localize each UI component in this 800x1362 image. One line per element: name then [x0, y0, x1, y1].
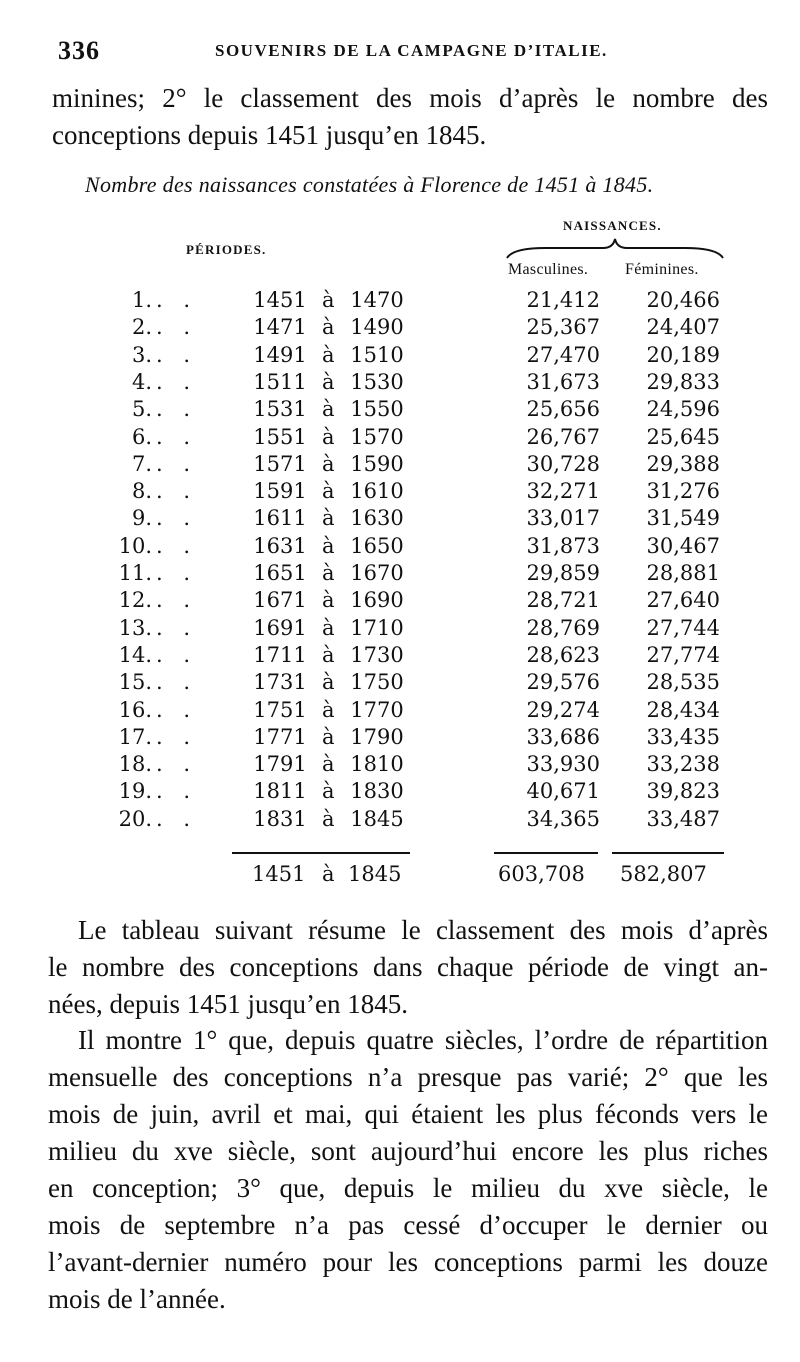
period-start-year: 1631: [253, 533, 307, 558]
period-end-year: 1730: [350, 642, 404, 667]
male-births: 28,721: [526, 588, 600, 613]
leader-dots: . .: [156, 451, 198, 476]
leader-dots: . .: [156, 315, 198, 340]
leader-dots: . .: [156, 479, 198, 504]
period-index: 8.: [131, 479, 152, 504]
table-row: [0, 698, 800, 725]
period-start-year: 1471: [253, 315, 307, 340]
period-index: 9.: [131, 506, 152, 531]
period-end-year: 1630: [350, 506, 404, 531]
period-end-year: 1530: [350, 369, 404, 394]
male-births: 25,367: [526, 315, 600, 340]
period-start-year: 1491: [253, 342, 307, 367]
leader-dots: . .: [156, 533, 198, 558]
period-index: 20.: [118, 806, 152, 831]
col-female-header: Féminines.: [625, 261, 699, 278]
period-index: 3.: [131, 342, 152, 367]
range-word: à: [322, 670, 335, 695]
range-word: à: [322, 424, 335, 449]
table-row: [0, 370, 800, 397]
page-header: [58, 36, 760, 68]
female-births: 33,487: [646, 806, 720, 831]
table-row: [0, 288, 800, 315]
female-births: 20,466: [646, 288, 720, 312]
female-births: 24,596: [646, 397, 720, 422]
range-word: à: [322, 588, 335, 613]
period-end-year: 1590: [350, 451, 404, 476]
female-births: 28,881: [646, 561, 720, 585]
table-row: [0, 752, 800, 779]
table-caption: Nombre des naissances constatées à Florence de 1451 à 1845.: [85, 172, 654, 197]
total-rule-male: [494, 852, 598, 854]
text-line-content: Le tableau suivant résume le classement des mois d’après: [78, 915, 768, 945]
leader-dots: . .: [156, 342, 198, 367]
range-word: à: [322, 697, 335, 722]
female-births: 20,189: [646, 342, 720, 367]
male-births: 30,728: [526, 451, 600, 476]
period-index: 16.: [118, 697, 152, 722]
table-row: [0, 452, 800, 479]
period-index: 15.: [118, 670, 152, 695]
period-end-year: 1570: [350, 424, 404, 449]
period-end-year: 1770: [350, 697, 404, 722]
period-end-year: 1750: [350, 670, 404, 695]
period-start-year: 1651: [253, 561, 307, 585]
table-row: [0, 725, 800, 752]
total-from: 1451: [252, 862, 306, 886]
table-row: [0, 779, 800, 806]
female-births: 27,640: [646, 588, 720, 613]
range-word: à: [322, 561, 335, 585]
female-births: 28,434: [646, 697, 720, 722]
period-start-year: 1571: [253, 451, 307, 476]
male-births: 33,686: [526, 724, 600, 749]
male-births: 28,623: [526, 642, 600, 667]
period-end-year: 1670: [350, 561, 404, 585]
text-line: en conception; 3° que, depuis le milieu du xve siècle, le: [48, 1173, 768, 1203]
text-line: [48, 1022, 768, 1059]
leader-dots: . .: [156, 424, 198, 449]
intro-paragraph: [52, 80, 768, 154]
period-start-year: 1831: [253, 806, 307, 831]
male-births: 26,767: [526, 424, 600, 449]
range-word: à: [322, 615, 335, 640]
summary-paragraph: [48, 912, 768, 1023]
running-title: SOUVENIRS DE LA CAMPAGNE D’ITALIE.: [215, 41, 608, 60]
table-row: [0, 807, 800, 834]
range-word: à: [322, 642, 335, 667]
period-start-year: 1531: [253, 397, 307, 422]
range-word: à: [322, 315, 335, 340]
female-births: 39,823: [646, 779, 720, 804]
period-start-year: 1771: [253, 724, 307, 749]
totals-row: [0, 862, 800, 892]
period-start-year: 1551: [253, 424, 307, 449]
female-births: 28,535: [646, 670, 720, 695]
male-births: 40,671: [526, 779, 600, 804]
female-births: 31,549: [646, 506, 720, 531]
leader-dots: . .: [156, 670, 198, 695]
text-line: mensuelle des conceptions n’a presque pas varié; 2° que les: [48, 1062, 768, 1092]
period-index: 10.: [118, 533, 152, 558]
male-births: 33,017: [526, 506, 600, 531]
text-line: nées, depuis 1451 jusqu’en 1845.: [48, 989, 408, 1019]
leader-dots: . .: [156, 615, 198, 640]
female-births: 29,833: [646, 369, 720, 394]
text-line: conceptions depuis 1451 jusqu’en 1845.: [52, 120, 487, 150]
male-births: 31,673: [526, 369, 600, 394]
text-line: mois de l’année.: [48, 1284, 226, 1314]
period-start-year: 1751: [253, 697, 307, 722]
table-row: [0, 479, 800, 506]
female-births: 24,407: [646, 315, 720, 340]
period-start-year: 1671: [253, 588, 307, 613]
range-word: à: [322, 342, 335, 367]
period-index: 11.: [118, 561, 152, 585]
period-start-year: 1811: [253, 779, 307, 804]
leader-dots: . .: [156, 779, 198, 804]
female-births: 25,645: [646, 424, 720, 449]
period-index: 6.: [131, 424, 152, 449]
period-index: 12.: [118, 588, 152, 613]
total-range-word: à: [322, 862, 335, 886]
table-row: [0, 315, 800, 342]
male-births: 29,576: [526, 670, 600, 695]
female-births: 29,388: [646, 451, 720, 476]
text-line: mois de juin, avril et mai, qui étaient les plus féconds vers le: [48, 1099, 768, 1129]
births-header: NAISSANCES.: [563, 218, 662, 233]
table-row: [0, 397, 800, 424]
text-line: milieu du xve siècle, sont aujourd’hui encore les plus riches: [48, 1136, 768, 1166]
table-row: [0, 616, 800, 643]
period-start-year: 1591: [253, 479, 307, 504]
period-end-year: 1470: [350, 288, 404, 312]
period-end-year: 1690: [350, 588, 404, 613]
female-births: 33,238: [646, 752, 720, 777]
table-row: [0, 588, 800, 615]
leader-dots: . .: [156, 697, 198, 722]
period-index: 4.: [131, 369, 152, 394]
findings-paragraph: [48, 1022, 768, 1318]
period-index: 1.: [131, 288, 152, 312]
period-start-year: 1691: [253, 615, 307, 640]
text-line: l’avant-dernier numéro pour les conceptions parmi les douze: [48, 1247, 768, 1277]
period-start-year: 1791: [253, 752, 307, 777]
range-word: à: [322, 506, 335, 531]
table-row: [0, 506, 800, 533]
period-index: 14.: [118, 642, 152, 667]
col-male-header: Masculines.: [508, 261, 589, 278]
period-start-year: 1611: [253, 506, 307, 531]
period-index: 19.: [118, 779, 152, 804]
male-births: 27,470: [526, 342, 600, 367]
range-word: à: [322, 288, 335, 312]
range-word: à: [322, 451, 335, 476]
male-births: 32,271: [526, 479, 600, 504]
range-word: à: [322, 479, 335, 504]
text-line-content: Il montre 1° que, depuis quatre siècles, l’ordre de répartition: [78, 1025, 768, 1055]
period-end-year: 1810: [350, 752, 404, 777]
leader-dots: . .: [156, 506, 198, 531]
female-births: 31,276: [646, 479, 720, 504]
male-births: 21,412: [526, 288, 600, 312]
leader-dots: . .: [156, 724, 198, 749]
text-line: minines; 2° le classement des mois d’après le nombre des: [52, 83, 768, 113]
leader-dots: . .: [156, 752, 198, 777]
period-index: 17.: [118, 724, 152, 749]
range-word: à: [322, 752, 335, 777]
births-brace: [505, 236, 725, 260]
range-word: à: [322, 779, 335, 804]
period-index: 7.: [131, 451, 152, 476]
female-births: 30,467: [646, 533, 720, 558]
period-index: 13.: [118, 615, 152, 640]
leader-dots: . .: [156, 561, 198, 585]
range-word: à: [322, 806, 335, 831]
range-word: à: [322, 369, 335, 394]
period-index: 5.: [131, 397, 152, 422]
male-births: 28,769: [526, 615, 600, 640]
periods-header: PÉRIODES.: [186, 242, 267, 257]
female-births: 27,744: [646, 615, 720, 640]
period-start-year: 1511: [253, 369, 307, 394]
male-births: 31,873: [526, 533, 600, 558]
page-number: 336: [58, 36, 100, 65]
period-end-year: 1550: [350, 397, 404, 422]
male-births: 25,656: [526, 397, 600, 422]
text-line: mois de septembre n’a pas cessé d’occuper le dernier ou: [48, 1210, 768, 1240]
leader-dots: . .: [156, 369, 198, 394]
period-index: 18.: [118, 752, 152, 777]
table-row: [0, 561, 800, 588]
male-births: 29,274: [526, 697, 600, 722]
leader-dots: . .: [156, 806, 198, 831]
total-male: 603,708: [498, 862, 585, 886]
period-end-year: 1845: [350, 806, 404, 831]
range-word: à: [322, 724, 335, 749]
leader-dots: . .: [156, 642, 198, 667]
table-row: [0, 670, 800, 697]
table-row: [0, 425, 800, 452]
table-row: [0, 534, 800, 561]
leader-dots: . .: [156, 588, 198, 613]
range-word: à: [322, 533, 335, 558]
period-start-year: 1731: [253, 670, 307, 695]
table-row: [0, 643, 800, 670]
period-end-year: 1610: [350, 479, 404, 504]
period-end-year: 1510: [350, 342, 404, 367]
total-to: 1845: [348, 862, 402, 886]
text-line: le nombre des conceptions dans chaque période de vingt an-: [48, 952, 768, 982]
female-births: 27,774: [646, 642, 720, 667]
period-start-year: 1451: [253, 288, 307, 312]
leader-dots: . .: [156, 288, 198, 312]
period-end-year: 1830: [350, 779, 404, 804]
table-row: [0, 343, 800, 370]
period-end-year: 1650: [350, 533, 404, 558]
total-rule-female: [612, 852, 724, 854]
period-end-year: 1710: [350, 615, 404, 640]
period-start-year: 1711: [253, 642, 307, 667]
female-births: 33,435: [646, 724, 720, 749]
text-line: [48, 912, 768, 949]
male-births: 34,365: [526, 806, 600, 831]
period-index: 2.: [131, 315, 152, 340]
leader-dots: . .: [156, 397, 198, 422]
period-end-year: 1490: [350, 315, 404, 340]
range-word: à: [322, 397, 335, 422]
male-births: 33,930: [526, 752, 600, 777]
male-births: 29,859: [526, 561, 600, 585]
total-female: 582,807: [620, 862, 707, 886]
period-end-year: 1790: [350, 724, 404, 749]
total-rule-periods: [232, 852, 410, 854]
